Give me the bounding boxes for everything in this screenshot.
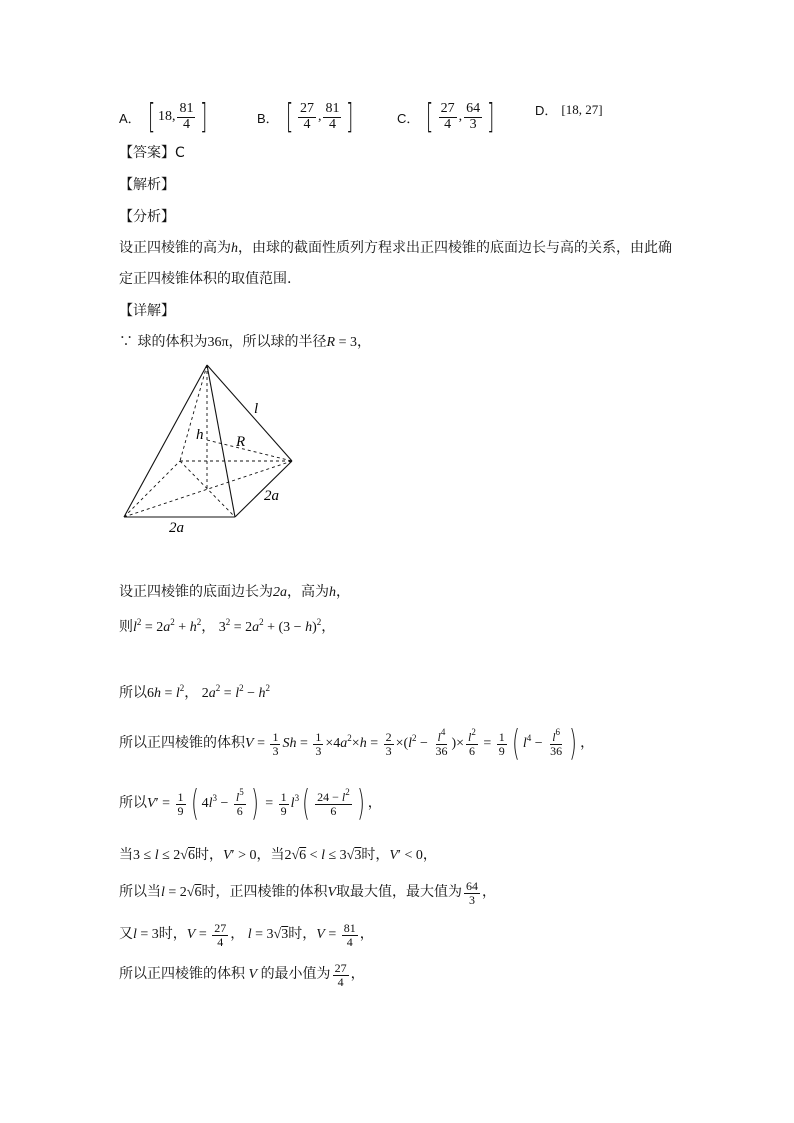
step-10: 所以正四棱锥的体积 V 的最小值为 $\frac{27}{4}$ ， xyxy=(119,961,365,989)
left-bracket: [ xyxy=(426,97,434,137)
right-bracket: ] xyxy=(200,97,208,137)
option-c: C． [ $\frac{27}{4}$ , $\frac{64}{3}$ ] xyxy=(397,97,495,137)
option-a-upper: $\frac{81}{4}$ xyxy=(179,100,194,132)
fenxi-heading: 【分析】 xyxy=(119,209,175,225)
option-d-text: [18, 27] xyxy=(561,101,603,117)
analysis-line-1: 设正四棱锥的高为h，由球的截面性质列方程求出正四棱锥的底面边长与高的关系，由此确 xyxy=(119,240,672,256)
label-bottom-2a: 2a xyxy=(169,520,184,536)
left-bracket: [ xyxy=(285,97,293,137)
step-4: 所以$6h = l^2$， $2a^2 = l^2 - h^2$ xyxy=(119,683,270,701)
step-6: 所以 V ′ = $\frac{1}{9}$ ( $4l^3$ − $\frac{l^5}{6}$ ) = $\frac{1}{9}$ $l^3$ ( $\frac{24 - l^2}{6}$ ) ， xyxy=(119,783,382,824)
option-d xyxy=(535,100,603,119)
label-h: h xyxy=(196,427,204,443)
option-d-letter: D． xyxy=(535,103,558,118)
right-bracket: ] xyxy=(487,97,495,137)
answer-line: 【答案】C xyxy=(119,145,185,161)
label-side-2a: 2a xyxy=(264,488,279,504)
step-9: 又 l = 3 时， V = $\frac{27}{4}$ ， l = 3√3 时， V = $\frac{81}{4}$ ， xyxy=(119,921,374,949)
option-b: B． [ $\frac{27}{4}$ , $\frac{81}{4}$ ] xyxy=(257,97,354,137)
option-a-letter: A． xyxy=(119,110,141,126)
right-bracket: ] xyxy=(346,97,354,137)
option-b-lower: $\frac{27}{4}$ xyxy=(299,100,314,132)
pyramid-figure xyxy=(118,362,318,537)
step-2: 设正四棱锥的底面边长为2a，高为h， xyxy=(119,584,350,600)
label-l: l xyxy=(254,401,259,417)
left-bracket: [ xyxy=(147,97,155,137)
option-b-letter: B． xyxy=(257,110,279,126)
jiexi-heading: 【解析】 xyxy=(119,177,175,193)
xiangjie-heading: 【详解】 xyxy=(119,303,175,319)
step-5: 所以正四棱锥的体积 V = $\frac{1}{3}$ Sh = $\frac{1}{3}$ $\times 4a^2\times h$ = $\frac{2}{3}$ $\times(l^2$ − $\frac{l^4}{36}$ )× $\frac{l^2}{6}$ = $\frac{1}{9}$ ( $l^4$ − $\frac{l^6}{36}$ ) ， xyxy=(119,723,595,764)
option-a-lower: 18 xyxy=(157,109,172,124)
step-3: 则$l^2 = 2a^2 + h^2$， $3^2 = 2a^2 + (3 - h)^2$， xyxy=(119,617,336,635)
label-R: R xyxy=(236,434,246,450)
option-c-letter: C． xyxy=(397,110,420,126)
analysis-line-2: 定正四棱锥体积的取值范围. xyxy=(119,271,292,287)
step-8: 所以当 l = 2√6 时，正四棱锥的体积 V 取最大值，最大值为 $\frac{64}{3}$ ， xyxy=(119,879,497,907)
option-c-upper: $\frac{64}{3}$ xyxy=(466,100,481,132)
option-c-lower: $\frac{27}{4}$ xyxy=(440,100,455,132)
step-1: ∵ 球的体积为36π，所以球的半径R = 3， xyxy=(119,334,371,350)
option-a: A． [ 18 , $\frac{81}{4}$ ] xyxy=(119,97,208,137)
step-7: 当3 ≤ l ≤ 2√6时，V′ > 0，当2√6 < l ≤ 3√3时，V′ < 0， xyxy=(119,847,437,863)
option-b-upper: $\frac{81}{4}$ xyxy=(325,100,340,132)
